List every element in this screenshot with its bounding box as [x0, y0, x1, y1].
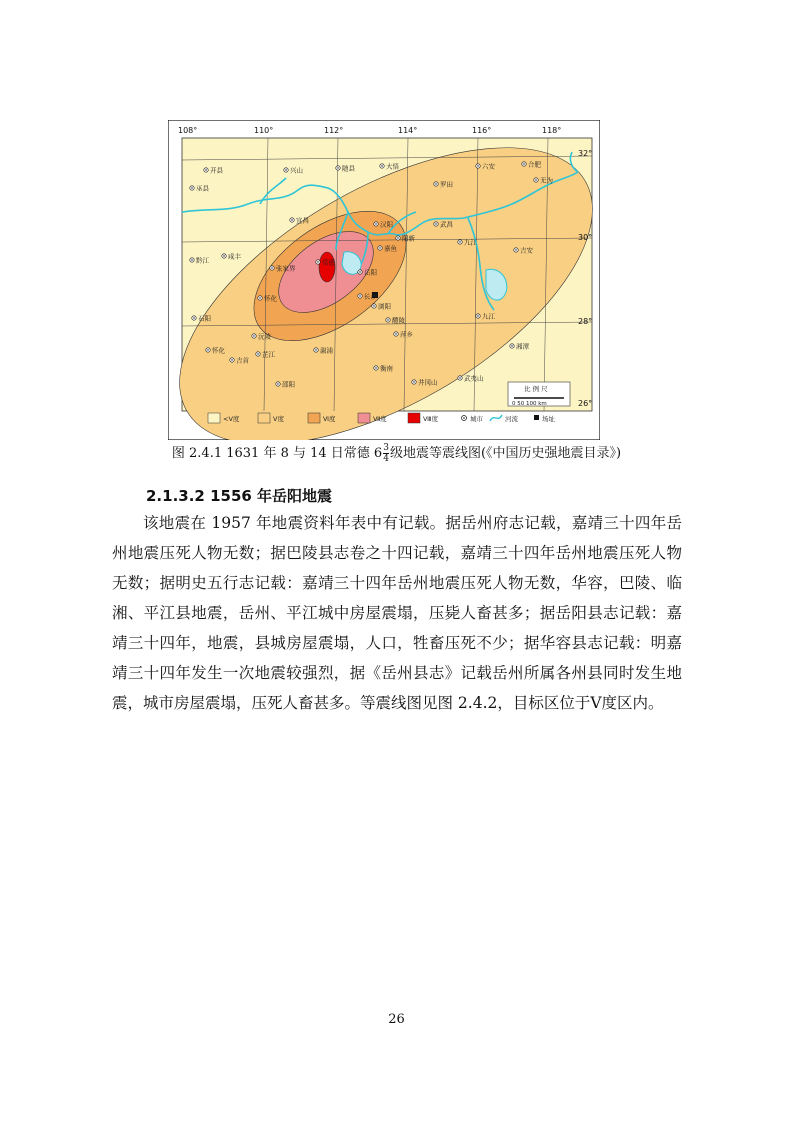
city-dot-center — [435, 223, 436, 224]
city-label: 九江 — [464, 238, 477, 247]
city-label: 吉安 — [520, 246, 533, 255]
lat-label: 28° — [578, 317, 593, 326]
city-dot-center — [535, 179, 536, 180]
city-label: 阳新 — [402, 234, 415, 243]
city-label: 芷江 — [262, 350, 275, 359]
city-label: 罗田 — [440, 180, 453, 189]
city-dot-center — [523, 163, 524, 164]
city-dot-center — [379, 247, 380, 248]
city-label: 怀化 — [264, 294, 277, 303]
city-dot-center — [191, 187, 192, 188]
city-dot-center — [259, 297, 260, 298]
city-dot-center — [413, 381, 414, 382]
city-dot-center — [375, 367, 376, 368]
city-label: 嘉鱼 — [384, 244, 397, 253]
city-label: 九江 — [482, 312, 495, 321]
city-dot-center — [193, 317, 194, 318]
city-dot-center — [373, 305, 374, 306]
lon-label: 108° — [178, 126, 198, 135]
city-dot-center — [205, 169, 206, 170]
caption-prefix: 图 2.4.1 1631 年 8 与 14 日常德 6 — [171, 446, 383, 461]
city-dot-center — [459, 377, 460, 378]
city-label: 宜昌 — [296, 216, 309, 225]
city-dot-center — [381, 165, 382, 166]
legend-label: 河流 — [505, 415, 518, 423]
city-dot-center — [231, 359, 232, 360]
lat-label: 30° — [578, 233, 593, 242]
city-dot-center — [337, 167, 338, 168]
city-dot-center — [359, 271, 360, 272]
city-label: 萍乡 — [400, 330, 413, 339]
city-label: 大悟 — [386, 162, 399, 171]
city-label: 浏阳 — [378, 302, 391, 311]
city-label: 湘潭 — [516, 342, 529, 351]
legend-label: 场址 — [542, 415, 555, 423]
city-dot-center — [277, 383, 278, 384]
city-label: 怀化 — [212, 346, 225, 355]
city-dot-center — [253, 335, 254, 336]
city-label: 长沙 — [364, 292, 377, 301]
isoseismal-map-svg — [168, 120, 600, 440]
lon-label: 118° — [542, 126, 562, 135]
city-label: 无为 — [540, 176, 553, 185]
lat-label: 32° — [578, 149, 593, 158]
city-dot-center — [515, 249, 516, 250]
legend-label: 城市 — [470, 415, 483, 423]
isoseismal-viii — [319, 252, 335, 282]
city-dot-center — [271, 267, 272, 268]
city-label: 开县 — [210, 166, 223, 175]
city-label: 井冈山 — [418, 378, 438, 387]
city-label: 张家界 — [276, 264, 296, 273]
city-label: 吉首 — [236, 356, 249, 365]
lon-label: 110° — [254, 126, 274, 135]
caption-suffix: 级地震等震线图(《中国历史强地震目录》) — [389, 446, 622, 461]
scale-title: 比 例 尺 — [524, 385, 548, 393]
city-label: 兴山 — [290, 166, 303, 175]
city-label: 武昌 — [440, 220, 453, 229]
legend-label: V度 — [273, 415, 284, 423]
fraction-denominator: 4 — [383, 454, 389, 464]
section-paragraph: 该地震在 1957 年地震资料年表中有记载。据岳州府志记载，嘉靖三十四年岳州地震压死人物无数；据巴陵县志卷之十四记载，嘉靖三十四年岳州地震压死人物无数；据明史五行志记载：嘉靖三十四年岳州地震压死人物无数，华容，巴陵、临湘、平江县地震，岳州、平江城中房屋震塌，压毙人畜甚多；据岳阳县志记载：嘉靖三十四年，地震，县城房屋震塌，人口，牲畜压死不少；据华容县志记载：明嘉靖三十四年发生一次地震较强烈，据《岳州县志》记载岳州所属各州县同时发生地震，城市房屋震塌，压死人畜甚多。等震线图见图 2.4.2，目标区位于Ⅴ度区内。 — [112, 514, 682, 712]
legend-label: Ⅷ度 — [423, 415, 439, 423]
city-dot-center — [459, 241, 460, 242]
city-dot-center — [387, 319, 388, 320]
legend-label: <V度 — [223, 415, 240, 423]
city-dot-center — [191, 259, 192, 260]
figure-caption — [112, 442, 681, 464]
city-label: 沅陵 — [258, 332, 271, 341]
city-dot-center — [285, 169, 286, 170]
city-label: 邵阳 — [282, 380, 295, 389]
city-dot-center — [315, 349, 316, 350]
city-label: 随县 — [342, 164, 355, 173]
city-dot-center — [375, 223, 376, 224]
scale-ticks: 0 50 100 km — [512, 401, 547, 407]
city-dot-center — [395, 333, 396, 334]
city-label: 黔江 — [196, 256, 209, 265]
isoseismal-map — [168, 120, 600, 440]
lon-label: 116° — [472, 126, 492, 135]
page-number: 26 — [388, 1012, 405, 1027]
city-label: 咸丰 — [228, 252, 241, 261]
city-dot-center — [223, 255, 224, 256]
legend-label: Ⅵ度 — [323, 415, 336, 423]
fraction-numerator: 3 — [383, 443, 389, 453]
legend-label: Ⅶ度 — [373, 415, 387, 423]
city-label: 六安 — [482, 162, 495, 171]
scale-bar — [508, 382, 570, 407]
city-dot-center — [317, 261, 318, 262]
lon-label: 112° — [324, 126, 344, 135]
lat-label: 26° — [578, 399, 593, 408]
magnitude-fraction — [383, 443, 389, 464]
city-dot-center — [435, 183, 436, 184]
city-label: 常德 — [322, 258, 335, 267]
city-label: 溆浦 — [320, 346, 333, 355]
city-label: 巫县 — [196, 184, 209, 193]
city-dot-center — [257, 353, 258, 354]
city-label: 石阳 — [198, 314, 211, 323]
lon-label: 114° — [398, 126, 418, 135]
city-label: 醴陵 — [392, 316, 405, 325]
city-dot-center — [359, 295, 360, 296]
city-dot-center — [207, 349, 208, 350]
city-label: 合肥 — [528, 160, 541, 169]
city-dot-center — [477, 165, 478, 166]
city-dot-center — [511, 345, 512, 346]
city-dot-center — [291, 219, 292, 220]
city-label: 武夷山 — [464, 374, 484, 383]
city-label: 衡南 — [380, 364, 393, 373]
section-heading: 2.1.3.2 1556 年岳阳地震 — [146, 487, 333, 505]
city-label: 岳阳 — [364, 268, 377, 277]
city-dot-center — [397, 237, 398, 238]
city-label: 汉阳 — [380, 220, 393, 229]
city-dot-center — [477, 315, 478, 316]
